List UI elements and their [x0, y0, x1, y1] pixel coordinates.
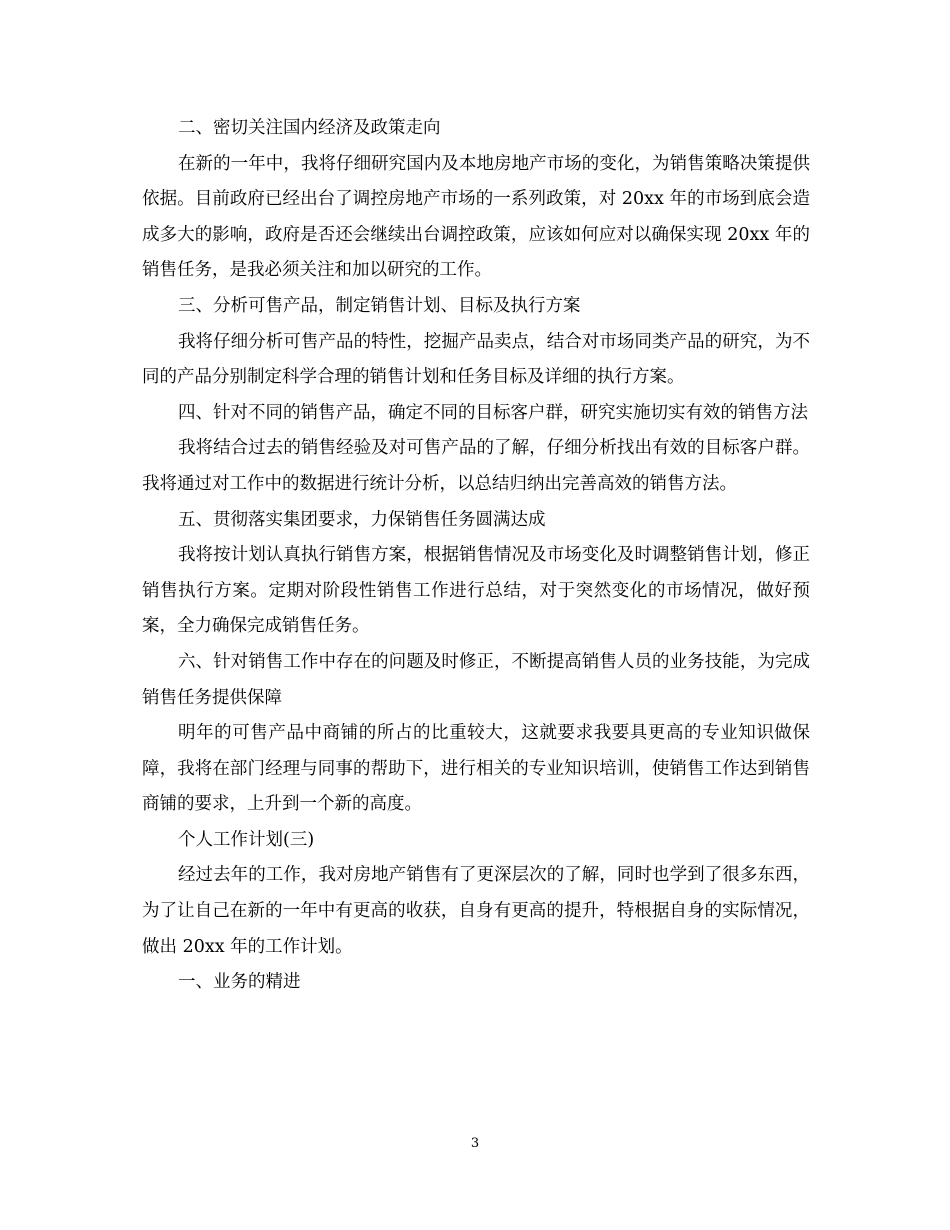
- paragraph-group-requirements: 我将按计划认真执行销售方案，根据销售情况及市场变化及时调整销售计划，修正销售执行方案。定期对阶段性销售工作进行总结，对于突然变化的市场情况，做好预案，全力确保完成销售任务。: [142, 545, 810, 637]
- paragraph-policy: 在新的一年中，我将仔细研究国内及本地房地产市场的变化，为销售策略决策提供依据。目前政府已经出台了调控房地产市场的一系列政策，对 20xx 年的市场到底会造成多大的影响，政府是否还会继续出台调控政策，应该如何应对以确保实现 20xx 年的销售任务，是我必须关注和加以研究的工作。: [142, 153, 810, 281]
- section-heading-products: 三、分析可售产品，制定销售计划、目标及执行方案: [178, 295, 581, 316]
- section-heading-business: 一、业务的精进: [178, 972, 301, 993]
- document-body: [142, 111, 810, 1001]
- paragraph-customers: 我将结合过去的销售经验及对可售产品的了解，仔细分析找出有效的目标客户群。我将通过对工作中的数据进行统计分析，以总结归纳出完善高效的销售方法。: [142, 438, 810, 494]
- paragraph-skills: 明年的可售产品中商铺的所占的比重较大，这就要求我要具更高的专业知识做保障，我将在部门经理与同事的帮助下，进行相关的专业知识培训，使销售工作达到销售商铺的要求，上升到一个新的高度。: [142, 723, 810, 815]
- section-heading-group-requirements: 五、贯彻落实集团要求，力保销售任务圆满达成: [178, 509, 546, 530]
- section-heading-customers: 四、针对不同的销售产品，确定不同的目标客户群，研究实施切实有效的销售方法: [178, 402, 808, 423]
- section-heading-skills: 六、针对销售工作中存在的问题及时修正，不断提高销售人员的业务技能，为完成销售任务提供保障: [142, 651, 810, 708]
- section-heading-policy: 二、密切关注国内经济及政策走向: [178, 118, 441, 138]
- paragraph-products: 我将仔细分析可售产品的特性，挖掘产品卖点，结合对市场同类产品的研究，为不同的产品分别制定科学合理的销售计划和任务目标及详细的执行方案。: [142, 331, 810, 388]
- paragraph-plan-intro: 经过去年的工作，我对房地产销售有了更深层次的了解，同时也学到了很多东西，为了让自己在新的一年中有更高的收获，自身有更高的提升，特根据自身的实际情况，做出 20xx 年的工作计划。: [142, 865, 810, 957]
- page-number: 3: [470, 1136, 480, 1151]
- plan-title: 个人工作计划(三): [178, 829, 315, 850]
